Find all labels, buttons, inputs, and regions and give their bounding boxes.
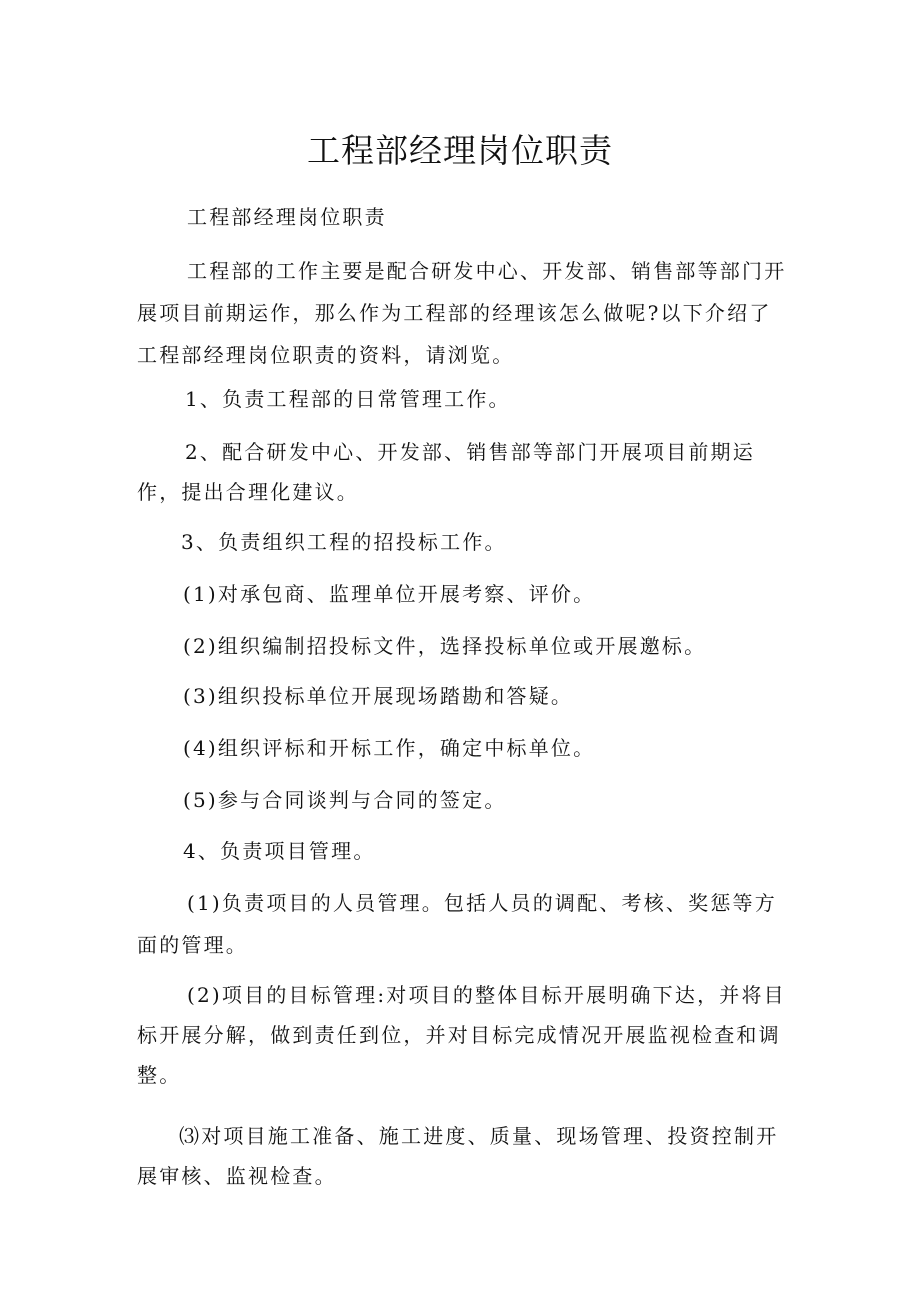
sub-item-3-2: (2)组织编制招投标文件，选择投标单位或开展邀标。 [183, 634, 707, 658]
sub-item-3-4: (4)组织评标和开标工作，确定中标单位。 [183, 736, 596, 760]
sub-item-4-3: ⑶对项目施工准备、施工进度、质量、现场管理、投资控制开展审核、监视检查。 [137, 1124, 779, 1188]
duty-item-4: 4、负责项目管理。 [183, 839, 376, 863]
sub-item-4-2: (2)项目的目标管理:对项目的整体目标开展明确下达，并将目标开展分解，做到责任到位，并对目标完成情况开展监视检查和调整。 [137, 983, 786, 1087]
duty-item-3: 3、负责组织工程的招投标工作。 [181, 530, 507, 554]
sub-item-3-3: (3)组织投标单位开展现场踏勘和答疑。 [183, 684, 574, 708]
duty-item-2: 2、配合研发中心、开发部、销售部等部门开展项目前期运作，提出合理化建议。 [137, 440, 755, 504]
subtitle-paragraph: 工程部经理岗位职责 [187, 205, 387, 229]
sub-item-4-1: (1)负责项目的人员管理。包括人员的调配、考核、奖惩等方面的管理。 [137, 891, 777, 957]
sub-item-3-5: (5)参与合同谈判与合同的签定。 [183, 788, 507, 812]
document-title: 工程部经理岗位职责 [307, 131, 613, 170]
sub-item-3-1: (1)对承包商、监理单位开展考察、评价。 [183, 582, 596, 606]
duty-item-1: 1、负责工程部的日常管理工作。 [185, 387, 511, 411]
intro-paragraph: 工程部的工作主要是配合研发中心、开发部、销售部等部门开展项目前期运作，那么作为工程部的经理该怎么做呢?以下介绍了工程部经理岗位职责的资料，请浏览。 [137, 259, 787, 367]
